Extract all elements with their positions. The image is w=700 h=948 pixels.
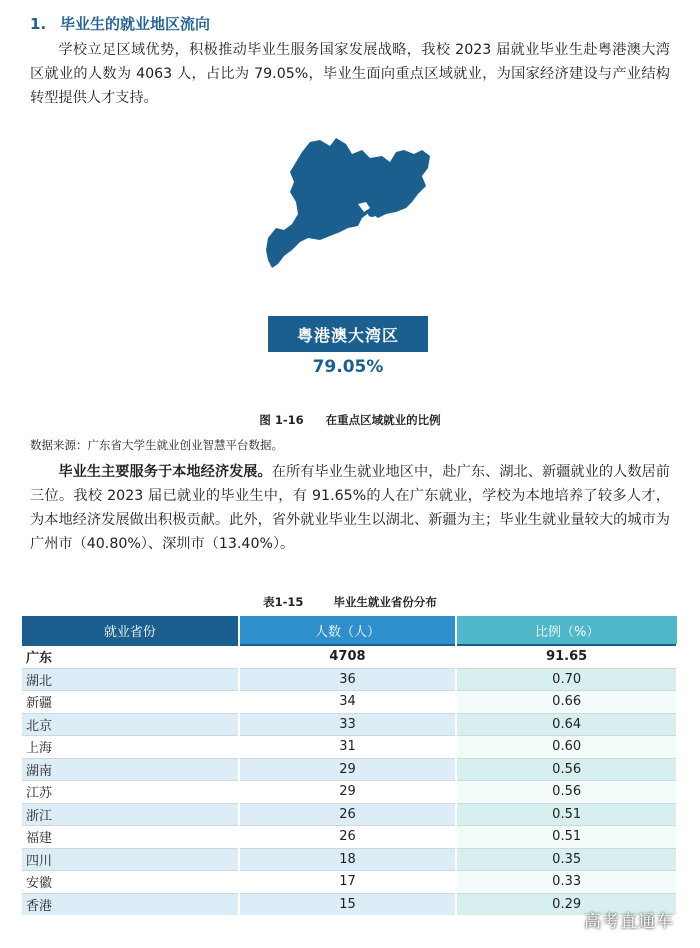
paragraph-lead: 毕业生主要服务于本地经济发展。: [58, 464, 272, 480]
province-cell: 浙江: [22, 803, 239, 826]
province-distribution-table: [22, 616, 678, 915]
ratio-cell: 0.29: [456, 893, 677, 915]
province-cell: 江苏: [22, 781, 239, 804]
section-heading: [30, 13, 210, 34]
table-row: [22, 691, 677, 714]
count-cell: 15: [239, 893, 457, 915]
island-shape: [368, 211, 376, 217]
table-row: [22, 736, 677, 759]
section-number: 1.: [30, 15, 47, 33]
count-cell: 34: [239, 691, 457, 714]
intro-paragraph: 学校立足区域优势，积极推动毕业生服务国家发展战略，我校 2023 届就业毕业生赴粤港澳大湾区就业的人数为 4063 人，占比为 79.05%，毕业生面向重点区域就业，为国家经济建设与产业结构转型提供人才支持。: [30, 42, 670, 106]
header-ratio: 比例（%）: [456, 616, 677, 645]
table-row: [22, 713, 677, 736]
ratio-cell: 0.56: [456, 781, 677, 804]
ratio-cell: 91.65: [456, 645, 677, 668]
province-cell: 广东: [22, 645, 239, 668]
ratio-cell: 0.70: [456, 668, 677, 691]
count-cell: 4708: [239, 645, 457, 668]
ratio-cell: 0.64: [456, 713, 677, 736]
ratio-cell: 0.51: [456, 826, 677, 849]
table-row: [22, 848, 677, 871]
province-paragraph: [30, 460, 670, 556]
table-row: [22, 781, 677, 804]
count-cell: 33: [239, 713, 457, 736]
province-cell: 福建: [22, 826, 239, 849]
table-row: [22, 871, 677, 894]
guangdong-map-figure: [262, 132, 442, 277]
count-cell: 17: [239, 871, 457, 894]
header-province: 就业省份: [22, 616, 239, 645]
watermark: 高考直通车: [584, 912, 674, 932]
table-header-row: [22, 616, 677, 645]
figure-caption-text: 在重点区域就业的比例: [325, 413, 441, 427]
province-cell: 香港: [22, 893, 239, 915]
count-cell: 36: [239, 668, 457, 691]
count-cell: 31: [239, 736, 457, 759]
province-cell: 安徽: [22, 871, 239, 894]
count-cell: 18: [239, 848, 457, 871]
province-cell: 北京: [22, 713, 239, 736]
province-cell: 湖北: [22, 668, 239, 691]
table-row: [22, 893, 677, 915]
province-cell: 新疆: [22, 691, 239, 714]
paragraph-body: 在所有毕业生就业地区中，赴广东、湖北、新疆就业的人数居前三位。我校 2023 届已就业的毕业生中，有 91.65%的人在广东就业，学校为本地培养了较多人才，为本地经济发展做出积极贡献。此外，省外就业毕业生以湖北、新疆为主；毕业生就业量较大的城市为广州市（40.80%）、深圳市（13.40%）。: [30, 464, 670, 552]
region-label-box: [268, 316, 428, 352]
province-cell: 上海: [22, 736, 239, 759]
table-number: 表1-15: [263, 595, 304, 609]
ratio-cell: 0.66: [456, 691, 677, 714]
table-row: [22, 758, 677, 781]
table-row: [22, 645, 677, 668]
count-cell: 26: [239, 803, 457, 826]
region-percent: 79.05%: [312, 357, 384, 377]
count-cell: 29: [239, 781, 457, 804]
figure-caption: [0, 412, 700, 428]
ratio-cell: 0.35: [456, 848, 677, 871]
ratio-cell: 0.56: [456, 758, 677, 781]
ratio-cell: 0.33: [456, 871, 677, 894]
table-row: [22, 803, 677, 826]
province-cell: 湖南: [22, 758, 239, 781]
table-caption: [0, 594, 700, 610]
count-cell: 26: [239, 826, 457, 849]
figure-number: 图 1-16: [259, 413, 304, 427]
table-caption-text: 毕业生就业省份分布: [333, 595, 437, 609]
guangdong-map-icon: [262, 132, 442, 277]
section-title: 毕业生的就业地区流向: [60, 15, 211, 33]
province-cell: 四川: [22, 848, 239, 871]
data-source-note: 数据来源：广东省大学生就业创业智慧平台数据。: [30, 438, 283, 452]
table-row: [22, 826, 677, 849]
ratio-cell: 0.60: [456, 736, 677, 759]
greater-bay-area-shape: [266, 138, 430, 268]
count-cell: 29: [239, 758, 457, 781]
table-row: [22, 668, 677, 691]
header-count: 人数（人）: [239, 616, 457, 645]
ratio-cell: 0.51: [456, 803, 677, 826]
region-label: 粤港澳大湾区: [296, 325, 399, 345]
